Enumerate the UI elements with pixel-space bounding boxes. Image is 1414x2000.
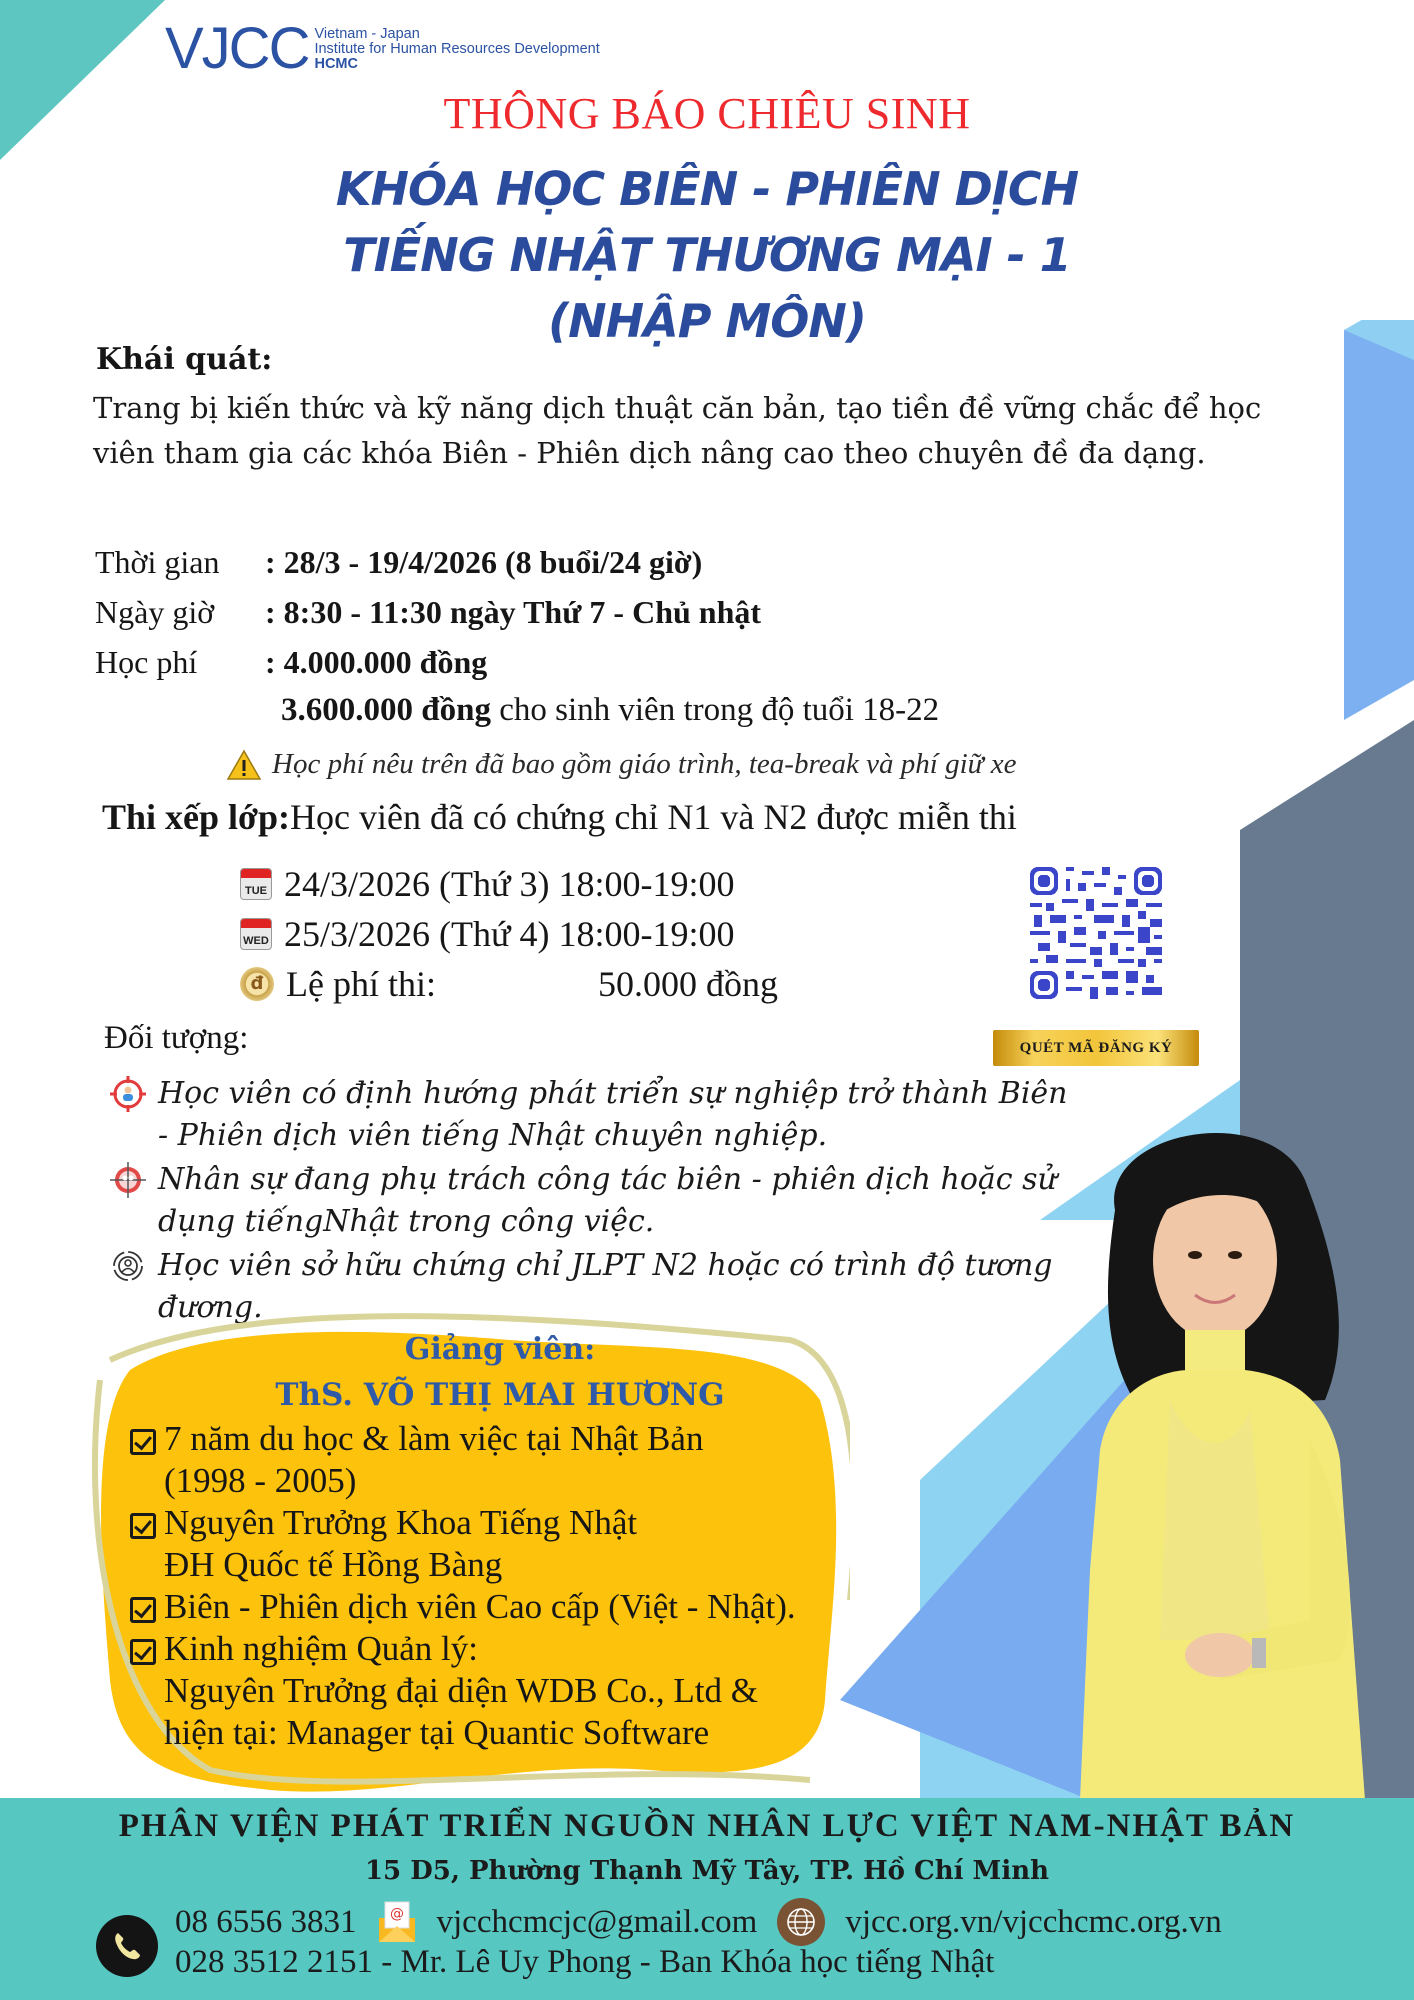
logo-text <box>314 27 599 72</box>
user-circle-icon <box>110 1248 146 1284</box>
placement-test-sessions <box>240 862 778 1006</box>
instructor-name: ThS. VÕ THỊ MAI HƯƠNG <box>275 1377 725 1413</box>
credential-item <box>130 1502 830 1586</box>
student-fee <box>281 692 939 729</box>
warning-icon <box>226 749 262 781</box>
audience-item-text: Nhân sự đang phụ trách công tác biên - phiên dịch hoặc sử dụng tiếngNhật trong công việc. <box>158 1162 1057 1239</box>
target-group-icon <box>110 1162 146 1198</box>
course-title-line-1: KHÓA HỌC BIÊN - PHIÊN DỊCH <box>335 162 1079 216</box>
footer-address: 15 D5, Phường Thạnh Mỹ Tây, TP. Hồ Chí Minh <box>364 1856 1050 1886</box>
logo-line-3: HCMC <box>314 55 358 72</box>
time-row <box>95 542 939 582</box>
calendar-icon-wed: WED <box>240 918 272 950</box>
placement-test-text: Học viên đã có chứng chỉ N1 và N2 được miễn thi <box>289 797 1017 837</box>
fee-note-text: Học phí nêu trên đã bao gồm giáo trình, tea-break và phí giữ xe <box>272 748 1017 780</box>
schedule-value: : 8:30 - 11:30 ngày Thứ 7 - Chủ nhật <box>265 594 762 630</box>
credential-item <box>130 1628 830 1754</box>
placement-test-label: Thi xếp lớp: <box>102 797 290 837</box>
top-left-teal-triangle <box>0 0 170 170</box>
credential-line: Biên - Phiên dịch viên Cao cấp (Việt - Nhật). <box>164 1587 796 1626</box>
time-label: Thời gian <box>95 544 220 580</box>
checkbox-icon <box>130 1513 156 1539</box>
target-person-icon <box>110 1076 146 1112</box>
scan-to-register-badge: QUÉT MÃ ĐĂNG KÝ <box>993 1030 1199 1066</box>
logo-mark: VJCC <box>165 16 309 81</box>
email-icon <box>377 1900 417 1944</box>
registration-qr-code[interactable] <box>1030 866 1162 1000</box>
audience-list <box>110 1073 1080 1331</box>
instructor-photo <box>1020 1120 1400 1800</box>
checkbox-icon <box>130 1597 156 1623</box>
session-text: 24/3/2026 (Thứ 3) 18:00-19:00 <box>284 864 735 904</box>
overview-label: Khái quát: <box>96 342 273 377</box>
svg-text:@: @ <box>389 1906 404 1922</box>
credential-line: (1998 - 2005) <box>164 1461 357 1500</box>
audience-item-text: Học viên sở hữu chứng chỉ JLPT N2 hoặc có trình độ tương đương. <box>158 1248 1053 1325</box>
fee-label: Học phí <box>95 644 198 680</box>
placement-test-row <box>102 796 1017 838</box>
contact-line-2: 028 3512 2151 - Mr. Lê Uy Phong - Ban Khóa học tiếng Nhật <box>175 1944 995 1980</box>
announcement-heading: THÔNG BÁO CHIÊU SINH <box>443 89 971 138</box>
credential-line: Nguyên Trưởng Khoa Tiếng Nhật <box>164 1503 638 1542</box>
fee-note <box>226 748 1016 781</box>
checkbox-icon <box>130 1429 156 1455</box>
vjcc-logo <box>165 16 600 81</box>
time-value: : 28/3 - 19/4/2026 (8 buổi/24 giờ) <box>265 544 703 580</box>
instructor-card <box>130 1328 830 1754</box>
audience-label: Đối tượng: <box>104 1020 249 1056</box>
checkbox-icon <box>130 1639 156 1665</box>
course-title-line-3: (NHẬP MÔN) <box>548 294 866 348</box>
logo-line-2: Institute for Human Resources Development <box>314 40 600 57</box>
exam-fee-value: 50.000 đồng <box>598 964 778 1004</box>
globe-icon <box>777 1898 825 1946</box>
overview-text: Trang bị kiến thức và kỹ năng dịch thuật căn bản, tạo tiền đề vững chắc để học viên tham gia các khóa Biên - Phiên dịch nâng cao theo chuyên đề đa dạng. <box>93 391 1262 470</box>
audience-item-text: Học viên có định hướng phát triển sự nghiệp trở thành Biên - Phiên dịch viên tiếng Nhật chuyên nghiệp. <box>158 1076 1068 1153</box>
course-title <box>0 156 1414 354</box>
dong-coin-icon: đ <box>240 967 274 1001</box>
calendar-icon-tue: TUE <box>240 868 272 900</box>
phone-icon <box>96 1915 158 1977</box>
student-fee-text: cho sinh viên trong độ tuổi 18-22 <box>490 692 940 728</box>
email-link[interactable]: vjcchcmcjc@gmail.com <box>436 1903 758 1940</box>
student-fee-amount: 3.600.000 đồng <box>281 692 491 728</box>
course-details <box>95 542 939 729</box>
fee-value: : 4.000.000 đồng <box>265 644 488 680</box>
exam-fee-row <box>240 962 778 1006</box>
phone-number[interactable]: 08 6556 3831 <box>175 1903 357 1940</box>
audience-item <box>110 1159 1080 1243</box>
credential-line: 7 năm du học & làm việc tại Nhật Bản <box>164 1419 704 1458</box>
exam-fee-label: Lệ phí thi: <box>286 964 436 1004</box>
credential-line: Kinh nghiệm Quản lý: <box>164 1629 478 1668</box>
contact-line-1 <box>175 1898 1222 1946</box>
logo-line-1: Vietnam - Japan <box>314 25 420 42</box>
session-row <box>240 912 778 956</box>
credential-line: Nguyên Trưởng đại diện WDB Co., Ltd & <box>164 1671 758 1710</box>
audience-item <box>110 1073 1080 1157</box>
instructor-heading: Giảng viên: <box>404 1332 596 1367</box>
footer-org-name: PHÂN VIỆN PHÁT TRIỂN NGUỒN NHÂN LỰC VIỆT NAM-NHẬT BẢN <box>118 1808 1296 1844</box>
session-row <box>240 862 778 906</box>
credential-line: ĐH Quốc tế Hồng Bàng <box>164 1545 503 1584</box>
session-text: 25/3/2026 (Thứ 4) 18:00-19:00 <box>284 914 735 954</box>
credential-item <box>130 1418 830 1502</box>
fee-row <box>95 642 939 682</box>
credential-line: hiện tại: Manager tại Quantic Software <box>164 1713 710 1752</box>
website-link[interactable]: vjcc.org.vn/vjcchcmc.org.vn <box>845 1903 1222 1940</box>
course-title-line-2: TIẾNG NHẬT THƯƠNG MẠI - 1 <box>343 228 1071 282</box>
credential-item <box>130 1586 830 1628</box>
schedule-label: Ngày giờ <box>95 594 215 630</box>
schedule-row <box>95 592 939 632</box>
